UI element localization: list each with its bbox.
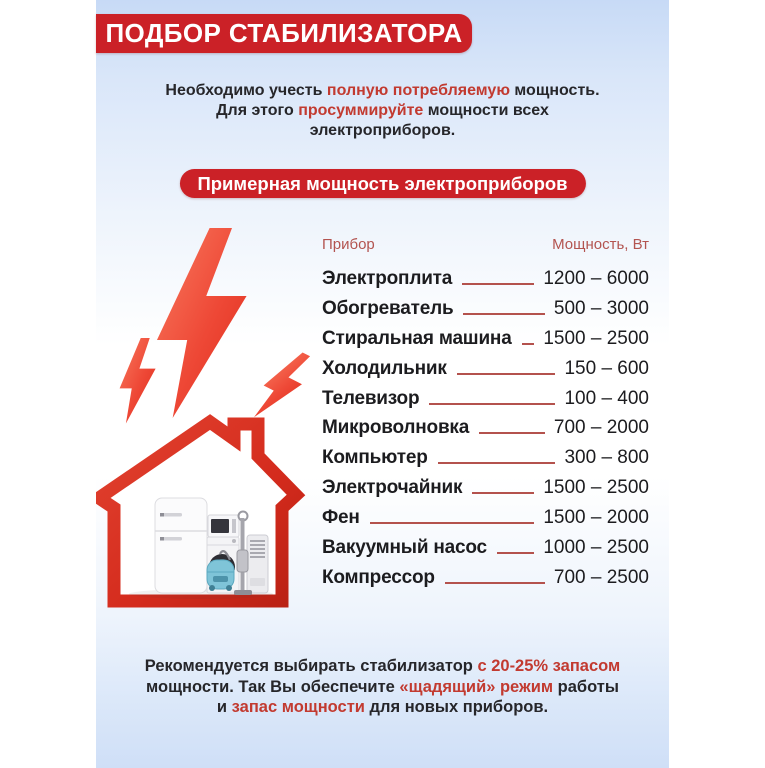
leader-line: [479, 432, 545, 434]
power-value: 700 – 2500: [553, 566, 649, 588]
leader-line: [370, 522, 535, 524]
leader-line: [438, 462, 556, 464]
table-row: [322, 413, 649, 443]
text-line: [96, 677, 669, 698]
lightning-bolt-icon: [120, 338, 156, 424]
plain-text: Рекомендуется выбирать стабилизатор: [144, 657, 478, 675]
text-line: [96, 656, 669, 677]
appliance-name: Компьютер: [322, 447, 428, 469]
appliance-name: Компрессор: [322, 566, 435, 588]
lightning-bolt-icon: [249, 344, 315, 430]
lightning-bolt-icon: [157, 228, 247, 418]
highlighted-text: полную потребляемую: [326, 82, 510, 99]
section-banner: [179, 169, 585, 198]
leader-line: [457, 373, 556, 375]
plain-text: Для этого: [216, 101, 299, 119]
power-value: 150 – 600: [564, 357, 649, 379]
power-value: 300 – 800: [564, 447, 649, 469]
appliance-power-table: [322, 236, 649, 593]
leader-line: [462, 283, 534, 285]
plain-text: мощности. Так Вы обеспечите: [146, 677, 400, 696]
table-row: [322, 324, 649, 354]
column-device: Прибор: [322, 236, 375, 253]
power-value: 700 – 2000: [553, 417, 649, 439]
table-row: [322, 294, 649, 324]
text-line: [96, 101, 669, 121]
appliance-name: Обогреватель: [322, 297, 454, 319]
house-appliances-illustration: [96, 218, 316, 628]
footer-paragraph: [96, 656, 669, 718]
plain-text: для новых приборов.: [364, 698, 549, 717]
table-row: [322, 264, 649, 294]
power-value: 1200 – 6000: [543, 267, 649, 289]
text-line: [96, 121, 669, 141]
table-row: [322, 503, 649, 533]
highlighted-text: «щадящий» режим: [399, 677, 554, 696]
title-banner: [96, 14, 472, 53]
highlighted-text: запас мощности: [231, 698, 365, 717]
section-title: Примерная мощность электроприборов: [197, 172, 568, 194]
appliance-name: Электроплита: [322, 267, 453, 289]
leader-line: [497, 552, 534, 554]
power-value: 1500 – 2000: [543, 507, 649, 529]
table-row: [322, 563, 649, 593]
microwave-icon: [208, 515, 239, 537]
appliance-name: Стиральная машина: [322, 327, 512, 349]
power-value: 1500 – 2500: [543, 327, 649, 349]
leader-line: [522, 343, 535, 345]
table-rows: [322, 264, 649, 593]
plain-text: мощности всех: [423, 101, 549, 119]
table-row: [322, 533, 649, 563]
leader-line: [463, 313, 544, 315]
plain-text: и: [216, 698, 232, 717]
highlighted-text: просуммируйте: [298, 101, 424, 119]
appliance-name: Вакуумный насос: [322, 536, 487, 558]
leader-line: [472, 492, 534, 494]
power-value: 500 – 3000: [553, 297, 649, 319]
leader-line: [429, 403, 555, 405]
text-line: [96, 81, 669, 101]
appliance-name: Микроволновка: [322, 417, 470, 439]
plain-text: работы: [553, 677, 619, 696]
page-title: ПОДБОР СТАБИЛИЗАТОРА: [105, 18, 463, 48]
table-row: [322, 384, 649, 414]
table-row: [322, 354, 649, 384]
appliance-name: Телевизор: [322, 387, 420, 409]
table-row: [322, 443, 649, 473]
infographic-canvas: [96, 0, 669, 768]
portable-air-conditioner-icon: [247, 535, 268, 593]
leader-line: [445, 582, 545, 584]
plain-text: мощность.: [509, 82, 600, 99]
plain-text: электроприборов.: [309, 121, 456, 139]
intro-paragraph: [96, 81, 669, 140]
appliance-name: Электрочайник: [322, 477, 463, 499]
refrigerator-icon: [155, 498, 207, 593]
table-header: [322, 236, 649, 256]
appliance-name: Фен: [322, 507, 360, 529]
power-value: 1500 – 2500: [543, 477, 649, 499]
highlighted-text: с 20-25% запасом: [477, 657, 621, 675]
power-value: 1000 – 2500: [543, 536, 649, 558]
text-line: [96, 697, 669, 718]
plain-text: Необходимо учесть: [165, 82, 327, 99]
appliance-name: Холодильник: [322, 357, 447, 379]
table-row: [322, 473, 649, 503]
power-value: 100 – 400: [564, 387, 649, 409]
column-power: Мощность, Вт: [552, 236, 649, 253]
